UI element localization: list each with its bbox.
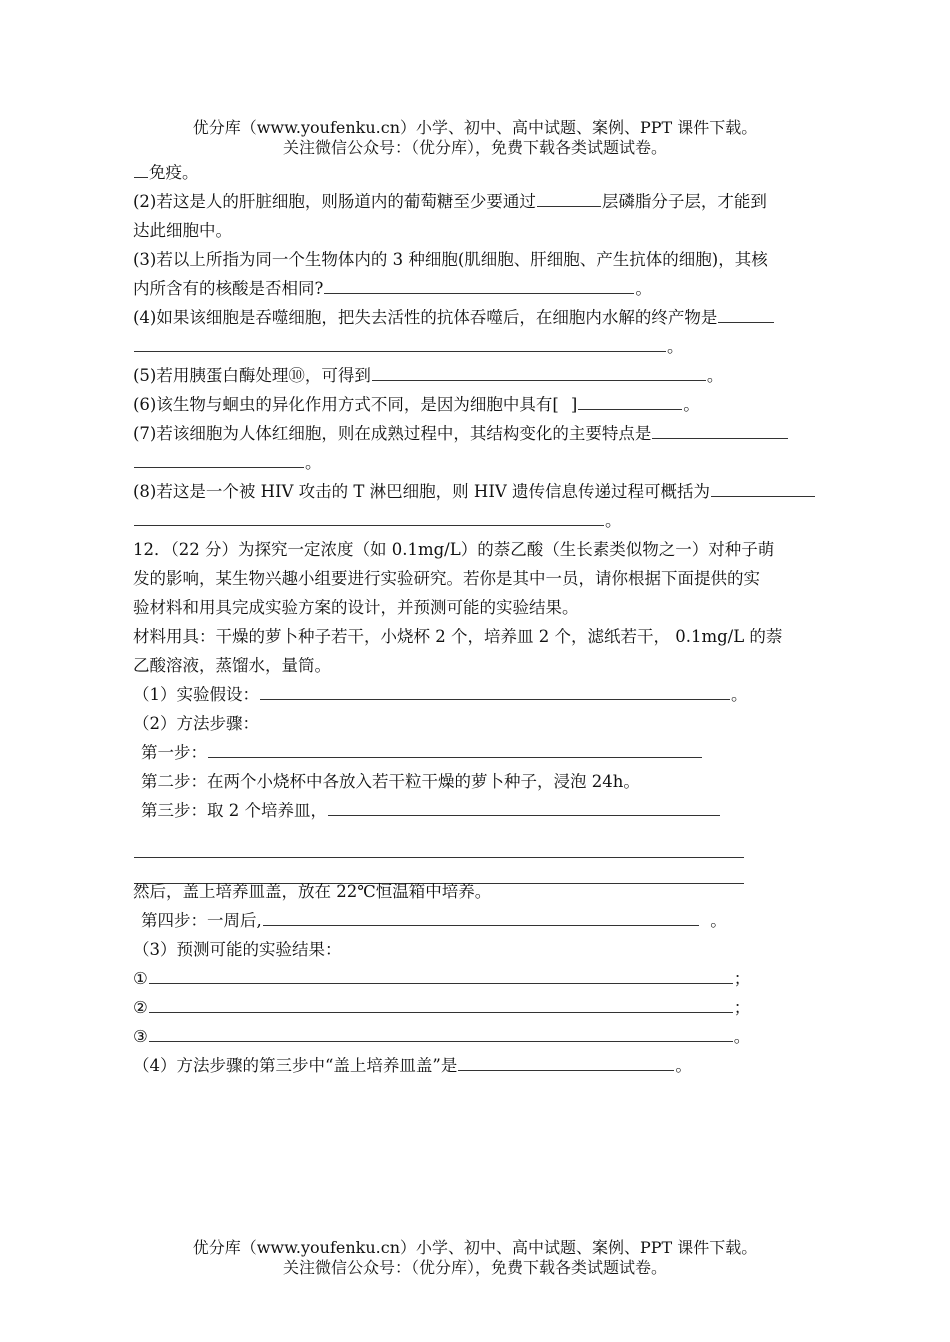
answer-blank[interactable]: [134, 507, 604, 526]
answer-blank[interactable]: [537, 188, 601, 207]
q12-result-3: ③ 。: [133, 1022, 875, 1051]
q12-materials-1: 材料用具：干燥的萝卜种子若干，小烧杯 2 个，培养皿 2 个，滤纸若干， 0.1mg/L 的萘: [133, 627, 783, 646]
answer-blank[interactable]: [134, 449, 304, 468]
answer-blank[interactable]: [328, 797, 720, 816]
answer-blank[interactable]: [134, 159, 148, 178]
answer-blank[interactable]: [263, 907, 699, 926]
q12-step-3: 第三步：取 2 个培养皿，: [133, 796, 875, 825]
q12-hypothesis: （1）实验假设： 。: [133, 680, 875, 709]
q12-intro-3: 验材料和用具完成实验方案的设计，并预测可能的实验结果。: [133, 598, 579, 617]
q11-part-3-cont: 内所含有的核酸是否相同? 。: [133, 274, 875, 303]
page-footer: [0, 1238, 950, 1278]
footer-line-2: 关注微信公众号：（优分库），免费下载各类试题试卷。: [282, 1258, 667, 1277]
q12-steps-heading: （2）方法步骤：: [133, 714, 259, 733]
q11-part-7-cont: 。: [133, 448, 875, 477]
q12-after-step-3: 然后，盖上培养皿盖，放在 22℃恒温箱中培养。: [133, 882, 492, 901]
answer-blank[interactable]: [208, 739, 702, 758]
q11-continuation: 免疫。: [133, 158, 875, 187]
page-header: [0, 118, 950, 158]
q11-part-2: (2)若这是人的肝脏细胞，则肠道内的葡萄糖至少要通过 层磷脂分子层，才能到: [133, 187, 875, 216]
q12-step-2: 第二步：在两个小烧杯中各放入若干粒干燥的萝卜种子，浸泡 24h。: [141, 772, 640, 791]
answer-blank[interactable]: [149, 994, 733, 1013]
answer-blank[interactable]: [134, 333, 666, 352]
footer-line-1: 优分库（www.youfenku.cn）小学、初中、高中试题、案例、PPT 课件下载。: [192, 1238, 758, 1257]
answer-blank[interactable]: [372, 362, 706, 381]
answer-blank[interactable]: [324, 275, 634, 294]
header-line-1: 优分库（www.youfenku.cn）小学、初中、高中试题、案例、PPT 课件下载。: [192, 118, 758, 137]
q12-intro-1: 12．（22 分）为探究一定浓度（如 0.1mg/L）的萘乙酸（生长素类似物之一）对种子萌: [133, 540, 775, 559]
q11-part-8: (8)若这是一个被 HIV 攻击的 T 淋巴细胞，则 HIV 遗传信息传递过程可概括为: [133, 477, 875, 506]
answer-blank[interactable]: [718, 304, 774, 323]
q12-step-3-blank-1: [133, 825, 875, 851]
q12-step-1: 第一步：: [133, 738, 875, 767]
q12-part-4: （4）方法步骤的第三步中“盖上培养皿盖”是 。: [133, 1051, 875, 1080]
q12-result-2: ② ；: [133, 993, 875, 1022]
answer-blank[interactable]: [578, 391, 682, 410]
answer-blank[interactable]: [260, 681, 730, 700]
q11-part-2-cont: 达此细胞中。: [133, 221, 232, 240]
q11-part-4: (4)如果该细胞是吞噬细胞，把失去活性的抗体吞噬后，在细胞内水解的终产物是: [133, 303, 875, 332]
header-line-2: 关注微信公众号：（优分库），免费下载各类试题试卷。: [282, 138, 667, 157]
answer-blank[interactable]: [149, 1023, 733, 1042]
answer-blank[interactable]: [458, 1052, 674, 1071]
document-body: [133, 158, 875, 1080]
q12-step-4: 第四步：一周后, 。: [133, 906, 875, 935]
answer-blank[interactable]: [149, 965, 733, 984]
q11-part-7: (7)若该细胞为人体红细胞，则在成熟过程中，其结构变化的主要特点是: [133, 419, 875, 448]
q11-part-6: (6)该生物与蛔虫的异化作用方式不同，是因为细胞中具有[ ] 。: [133, 390, 875, 419]
q12-materials-2: 乙酸溶液，蒸馏水，量筒。: [133, 656, 331, 675]
q11-part-4-cont: 。: [133, 332, 875, 361]
answer-blank[interactable]: [652, 420, 788, 439]
q11-part-3: (3)若以上所指为同一个生物体内的 3 种细胞(肌细胞、肝细胞、产生抗体的细胞)，其核: [133, 250, 768, 269]
answer-blank[interactable]: [711, 478, 815, 497]
q12-intro-2: 发的影响，某生物兴趣小组要进行实验研究。若你是其中一员，请你根据下面提供的实: [133, 569, 760, 588]
q12-result-1: ① ；: [133, 964, 875, 993]
q11-part-8-cont: 。: [133, 506, 875, 535]
q12-step-3-blank-2: [133, 851, 875, 877]
q11-part-5: (5)若用胰蛋白酶处理⑩，可得到 。: [133, 361, 875, 390]
q12-predict-heading: （3）预测可能的实验结果：: [133, 940, 342, 959]
